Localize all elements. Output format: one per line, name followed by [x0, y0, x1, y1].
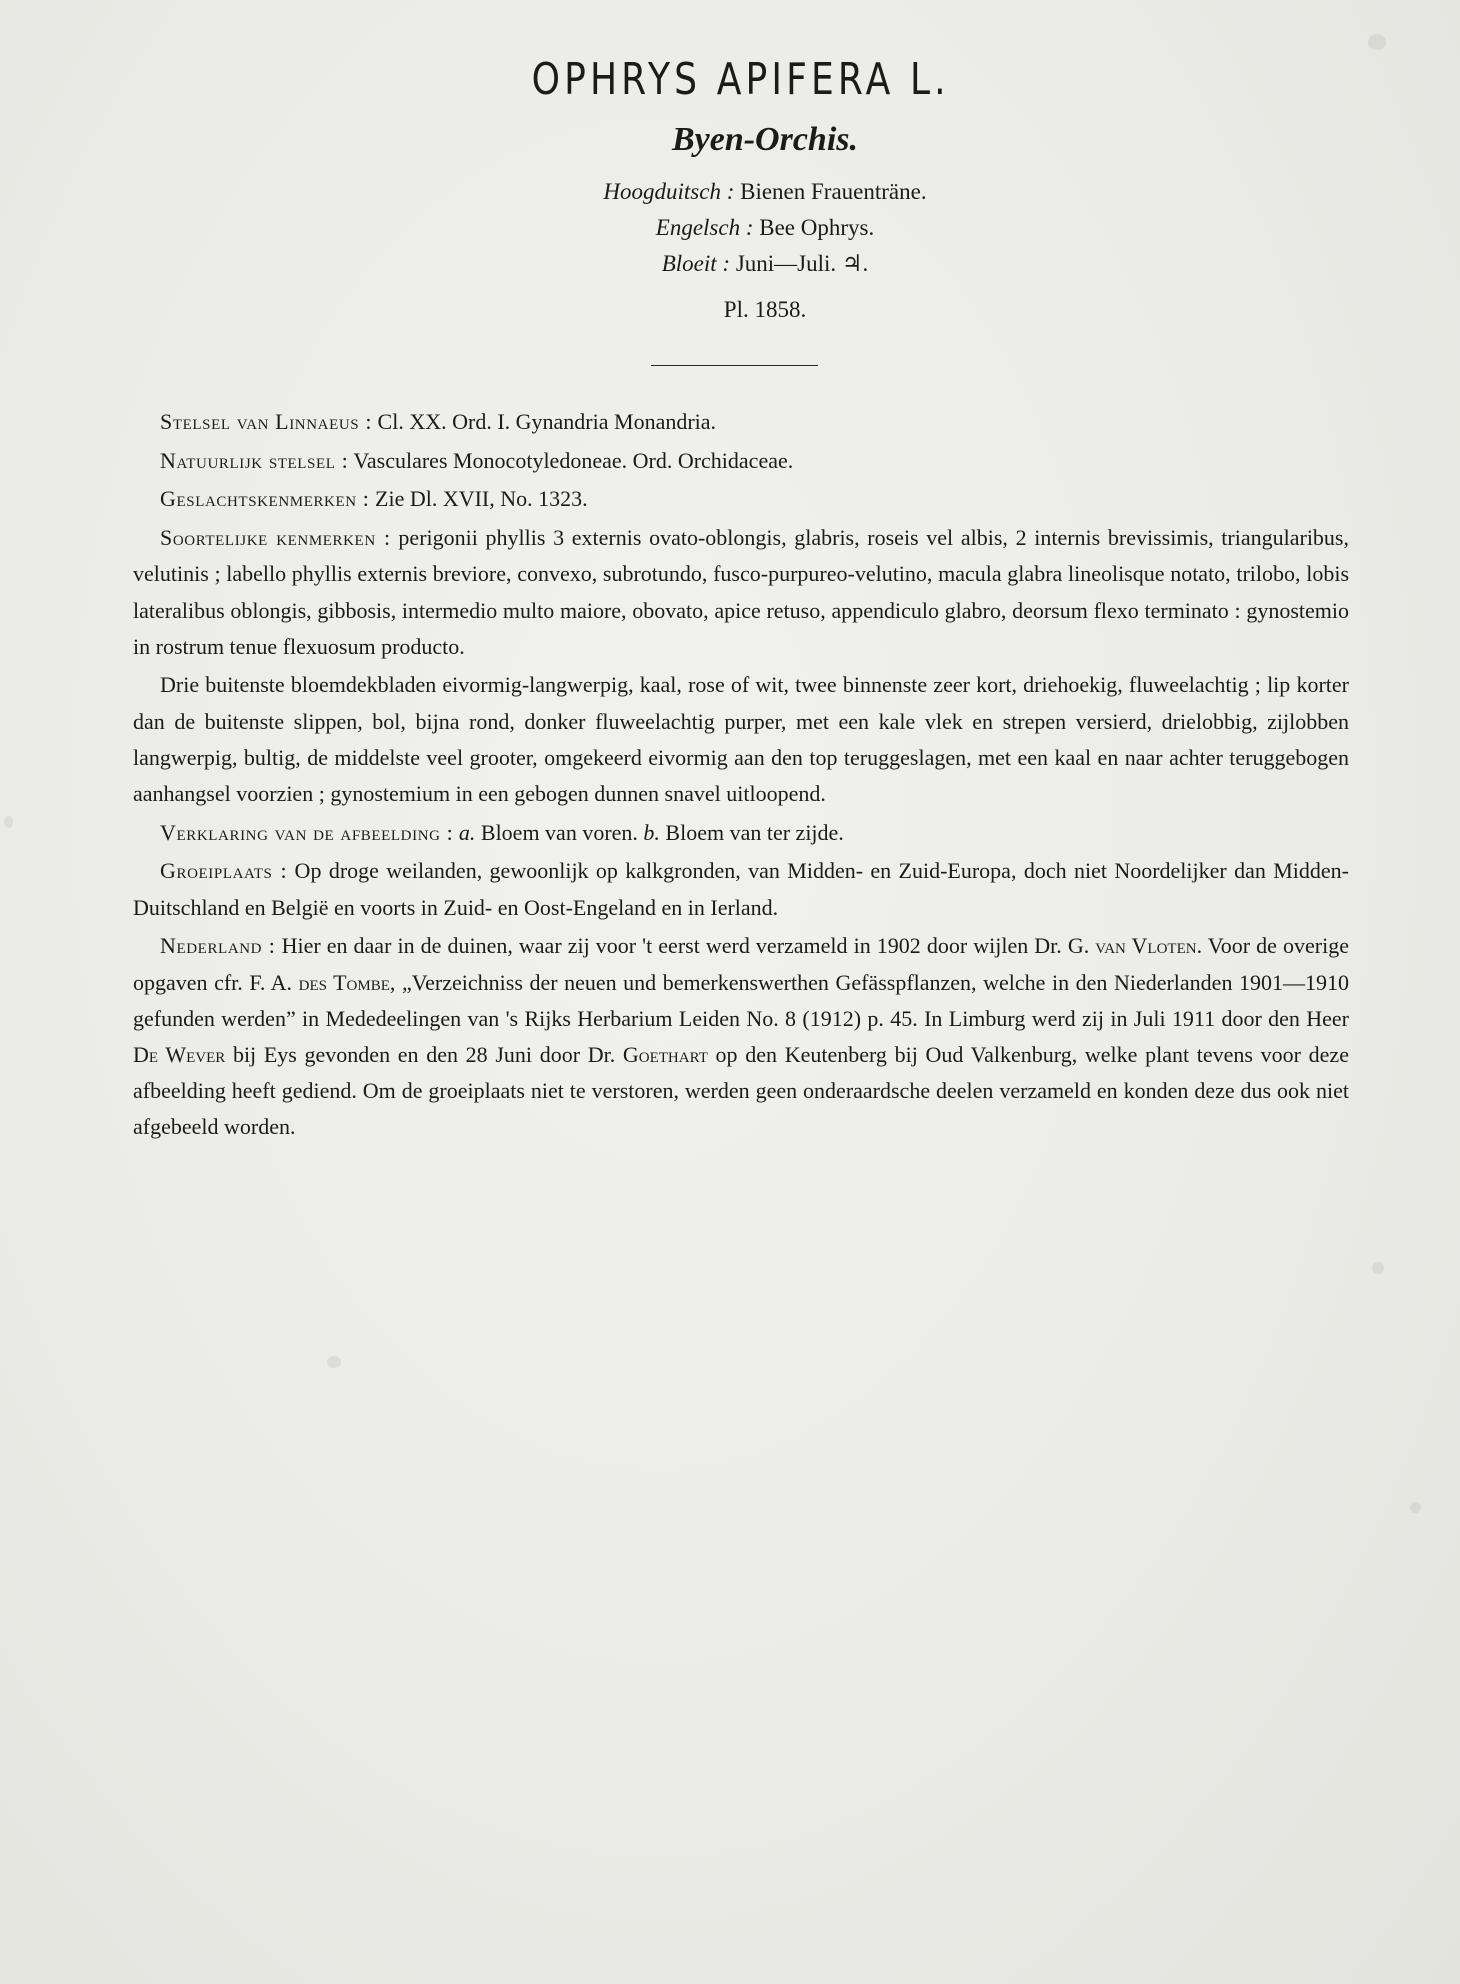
paper-stain [327, 1356, 341, 1368]
vernacular-value: Juni—Juli. ♃. [730, 251, 869, 276]
section-label: Geslachtskenmerken : [160, 486, 370, 512]
section-label: Soortelijke kenmerken : [160, 525, 391, 551]
section-text: . Voor de overige opgaven cfr. F. A. [133, 933, 1349, 995]
flowering-period [0, 246, 1460, 282]
paper-stain [1410, 1502, 1421, 1513]
section-text: Vasculares Monocotyledoneae. Ord. Orchidaceae. [348, 447, 794, 473]
section-label: Verklaring van de afbeelding : [160, 819, 454, 845]
vernacular-label: Engelsch : [655, 215, 754, 240]
figure-letter-b: b. [643, 819, 660, 845]
section-text: Cl. XX. Ord. I. Gynandria Monandria. [372, 409, 717, 434]
section-label: Natuurlijk stelsel : [160, 447, 349, 473]
habitat-paragraph [133, 853, 1349, 925]
species-characters-paragraph [133, 520, 1349, 665]
page-title: OPHRYS APIFERA L. [531, 54, 950, 105]
section-text: Zie Dl. XVII, No. 1323. [369, 486, 588, 512]
section-text: Op droge weilanden, gewoonlijk op kalkgronden, van Midden- en Zuid-Europa, doch niet Noordelijker dan Midden-Duitschland en België en voorts in Zuid- en Oost-Engeland en in Ierland. [133, 858, 1349, 920]
page-header [0, 48, 1460, 328]
section-text: bij Eys gevonden en den 28 Juni door Dr. [225, 1041, 623, 1067]
section-label: Stelsel van Linnaeus : [160, 409, 373, 434]
netherlands-paragraph [133, 928, 1349, 1145]
paper-stain [4, 816, 13, 828]
linnaeus-system-paragraph [133, 404, 1349, 440]
person-name: des Tombe [298, 969, 390, 995]
vernacular-value: Bee Ophrys. [753, 215, 875, 240]
vernacular-german [0, 174, 1460, 210]
person-name: Goethart [622, 1041, 708, 1067]
natural-system-paragraph [133, 443, 1349, 479]
section-text: perigonii phyllis 3 externis ovato-oblongis, glabris, roseis vel albis, 2 internis brevissimis, triangularibus, velutinis ; labello phyllis externis breviore, convexo, subrotundo, fusco-purpureo-velutino, macula glabra lineolisque notato, trilobo, lobis lateralibus oblongis, gibbosis, intermedio multo maiore, obovato, apice retuso, appendiculo glabro, deorsum flexo terminato : gynostemio in rostrum tenue flexuosum producto. [133, 525, 1349, 659]
vernacular-value: Bienen Frauenträne. [734, 179, 927, 204]
paper-stain [1372, 1262, 1384, 1274]
section-text: , „Verzeichniss der neuen und bemerkenswerthen Gefässpflanzen, welche in den Niederlanden 1901—1910 gefunden werden” in Mededeelingen van 's Rijks Herbarium Leiden No. 8 (1912) p. 45. In Limburg werd zij in Juli 1911 door den Heer [133, 969, 1349, 1031]
vernacular-label: Hoogduitsch : [603, 179, 735, 204]
person-name: van Vloten [1095, 933, 1197, 959]
plate-reference: Pl. 1858. [723, 297, 807, 322]
genus-characters-paragraph [133, 481, 1349, 517]
section-text: op den Keutenberg bij Oud Valkenburg, welke plant tevens voor deze afbeelding heeft gediend. Om de groeiplaats niet te verstoren, werden geen onderaardsche deelen verzameld en konden deze dus ook niet afgebeeld worden. [133, 1041, 1349, 1140]
article-body [133, 404, 1349, 1148]
section-text: Hier en daar in de duinen, waar zij voor 't eerst werd verzameld in 1902 door wijlen Dr. G. [275, 933, 1096, 959]
vernacular-label: Bloeit : [661, 251, 731, 276]
dutch-description-paragraph: Drie buitenste bloemdekbladen eivormig-langwerpig, kaal, rose of wit, twee binnenste zeer kort, driehoekig, fluweelachtig ; lip korter dan de buitenste slippen, bol, bijna rond, donker fluweelachtig purper, met een kale vlek en strepen versierd, drielobbig, zijlobben langwerpig, bultig, de middelste veel grooter, omgekeerd eivormig aan den top teruggeslagen, met een kaal en naar achter teruggebogen aanhangsel voorzien ; gynostemium in een gebogen dunnen snavel uitloopend. [133, 672, 1349, 807]
header-divider [651, 365, 818, 366]
common-name: Byen-Orchis. [671, 121, 859, 158]
vernacular-english [0, 210, 1460, 246]
figure-explanation-paragraph [133, 815, 1349, 851]
person-name: De Wever [133, 1041, 226, 1067]
figure-letter-a: a. [458, 819, 476, 845]
section-label: Nederland : [160, 933, 276, 959]
section-label: Groeiplaats : [160, 858, 288, 884]
figure-b-text: Bloem van ter zijde. [659, 819, 844, 845]
figure-a-text: Bloem van voren. [475, 819, 644, 845]
